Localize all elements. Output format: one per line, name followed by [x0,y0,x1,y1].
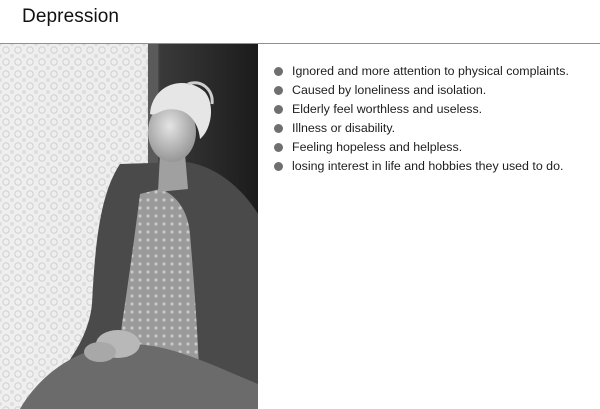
bullet-text: Elderly feel worthless and useless. [292,102,483,116]
bullet-icon [274,67,283,76]
slide-title: Depression [22,6,120,27]
bullet-icon [274,143,283,152]
elderly-woman-photo [0,44,258,409]
bullet-list [274,62,594,176]
bullet-icon [274,86,283,95]
list-item [274,81,594,100]
bullet-text: Ignored and more attention to physical complaints. [292,64,569,78]
list-item [274,138,594,157]
bullet-text: Caused by loneliness and isolation. [292,83,487,97]
bullet-text: losing interest in life and hobbies they used to do. [292,159,564,173]
list-item [274,157,594,176]
bullet-text: Feeling hopeless and helpless. [292,140,463,154]
list-item [274,119,594,138]
list-item [274,100,594,119]
bullet-icon [274,162,283,171]
list-item [274,62,594,81]
bullet-icon [274,124,283,133]
bullet-icon [274,105,283,114]
bullet-text: Illness or disability. [292,121,396,135]
